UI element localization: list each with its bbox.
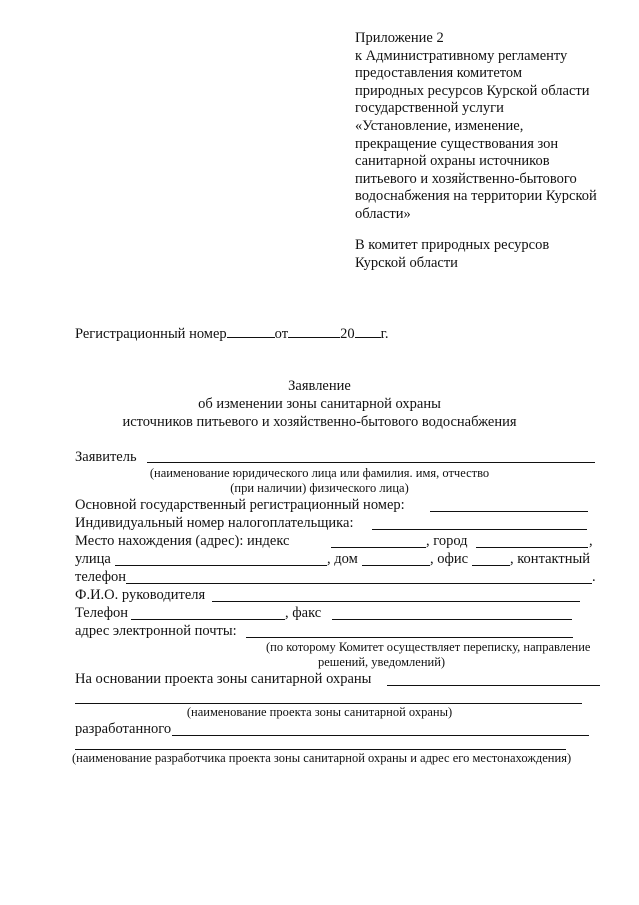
city-label: , город <box>426 533 468 549</box>
applicant-field[interactable] <box>147 462 595 463</box>
registration-year: 20 <box>340 326 355 342</box>
email-caption-1: (по которому Комитет осуществляет переписку, направление <box>266 640 591 654</box>
email-label: адрес электронной почты: <box>75 623 237 639</box>
director-label: Ф.И.О. руководителя <box>75 587 206 603</box>
street-label: улица <box>75 551 111 567</box>
annex-line: «Установление, изменение, <box>355 117 524 134</box>
annex-line: водоснабжения на территории Курской <box>355 188 597 205</box>
fax-field[interactable] <box>332 619 572 620</box>
annex-line: предоставления комитетом <box>355 65 523 82</box>
registration-from: от <box>274 326 289 342</box>
phone-field[interactable] <box>131 619 285 620</box>
inn-label: Индивидуальный номер налогоплательщика: <box>75 515 354 531</box>
annex-line: природных ресурсов Курской области <box>355 82 590 99</box>
phone-word: телефон <box>75 569 127 585</box>
city-field[interactable] <box>476 547 588 548</box>
contact-label: , контактный <box>510 551 590 567</box>
applicant-label: Заявитель <box>75 449 137 465</box>
recipient-line-1: В комитет природных ресурсов <box>355 237 550 253</box>
fax-label: , факс <box>285 605 322 621</box>
office-field[interactable] <box>472 565 510 566</box>
document-subtitle-2: источников питьевого и хозяйственно-бытового водоснабжения <box>122 414 517 430</box>
developer-field[interactable] <box>172 735 589 736</box>
registration-year-field[interactable] <box>355 325 381 338</box>
developed-label: разработанного <box>75 721 172 737</box>
annex-line: Приложение 2 <box>355 30 444 46</box>
basis-field[interactable] <box>387 685 600 686</box>
address-label: Место нахождения (адрес): индекс <box>75 533 290 549</box>
postcode-field[interactable] <box>331 547 426 548</box>
document-title: Заявление <box>288 378 351 394</box>
registration-line <box>75 325 389 343</box>
annex-line: питьевого и хозяйственно-бытового <box>355 170 577 187</box>
office-label: , офис <box>430 551 469 567</box>
project-caption: (наименование проекта зоны санитарной охраны) <box>186 705 453 719</box>
city-comma: , <box>589 533 593 549</box>
annex-line: государственной услуги <box>355 100 504 117</box>
recipient-block <box>355 237 549 272</box>
phone-label: Телефон <box>75 605 128 621</box>
developer-caption: (наименование разработчика проекта зоны санитарной охраны и адрес его местонахождения) <box>72 751 572 765</box>
recipient-line-2: Курской области <box>355 254 458 271</box>
ogrn-field[interactable] <box>430 511 588 512</box>
applicant-caption-2: (при наличии) физического лица) <box>230 481 409 495</box>
project-name-field[interactable] <box>75 703 582 704</box>
registration-label: Регистрационный номер <box>75 326 227 342</box>
registration-number-field[interactable] <box>227 325 275 338</box>
annex-line: к Административному регламенту <box>355 47 568 64</box>
annex-header <box>355 30 625 224</box>
email-field[interactable] <box>246 637 573 638</box>
house-label: , дом <box>327 551 358 567</box>
house-field[interactable] <box>362 565 430 566</box>
applicant-caption-1: (наименование юридического лица или фамилия. имя, отчество <box>149 466 490 480</box>
annex-line: области» <box>355 205 411 222</box>
contact-phone-field[interactable] <box>126 583 592 584</box>
email-caption-2: решений, уведомлений) <box>318 655 446 669</box>
street-field[interactable] <box>115 565 327 566</box>
annex-line: прекращение существования зон <box>355 135 559 152</box>
registration-date-field[interactable] <box>288 325 340 338</box>
registration-g: г. <box>380 326 389 342</box>
phone-period: . <box>592 569 596 585</box>
developer-address-field[interactable] <box>75 749 566 750</box>
director-field[interactable] <box>212 601 580 602</box>
document-subtitle-1: об изменении зоны санитарной охраны <box>198 396 441 412</box>
basis-label: На основании проекта зоны санитарной охраны <box>75 671 372 687</box>
inn-field[interactable] <box>372 529 587 530</box>
annex-line: санитарной охраны источников <box>355 153 550 170</box>
ogrn-label: Основной государственный регистрационный номер: <box>75 497 405 513</box>
